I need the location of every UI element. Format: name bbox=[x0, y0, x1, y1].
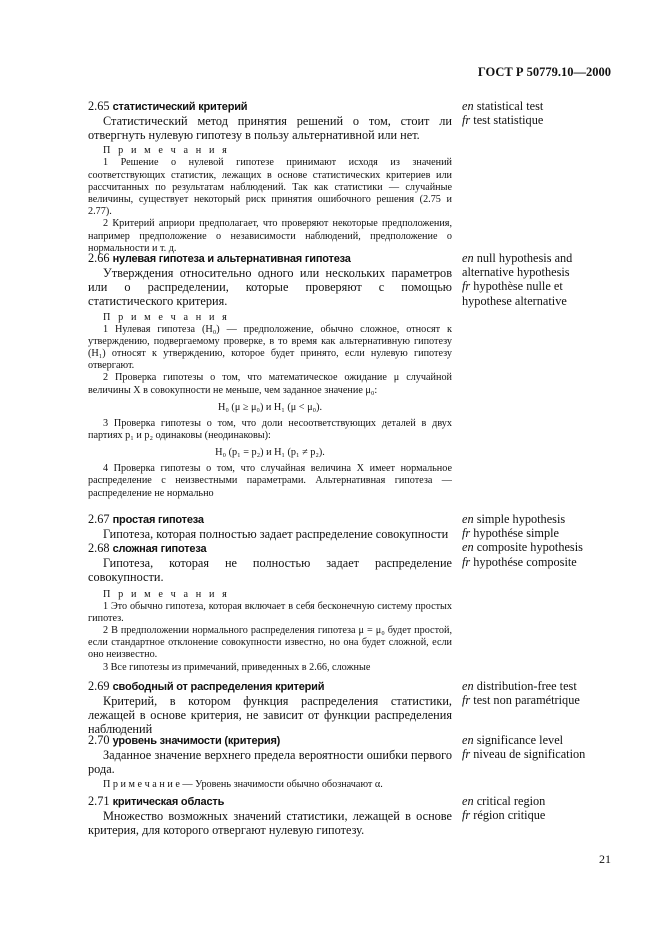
standard-header: ГОСТ Р 50779.10—2000 bbox=[477, 65, 611, 79]
translations-2-66 bbox=[462, 251, 652, 308]
term-number: 2.68 bbox=[88, 541, 110, 556]
translation-fr: fr hypothése composite bbox=[462, 554, 577, 569]
term-name: уровень значимости (критерия) bbox=[112, 735, 281, 747]
term-title bbox=[88, 512, 452, 527]
translation-fr: fr test statistique bbox=[462, 113, 544, 128]
term-definition: Гипотеза, которая полностью задает распределение совокупности bbox=[103, 527, 449, 541]
term-definition: Критерий, в котором функция распределения статистики, лежащей в основе критерия, не зависит от функции распределения наблюдений bbox=[88, 694, 452, 737]
term-number: 2.65 bbox=[88, 99, 110, 113]
term-number: 2.69 bbox=[88, 679, 110, 693]
term-definition: Заданное значение верхнего предела вероятности ошибки первого рода. bbox=[88, 748, 452, 777]
formula-1: H₀ (μ ≥ μ₀) и H₁ (μ < μ₀). bbox=[217, 401, 323, 413]
term-title bbox=[88, 733, 452, 748]
term-title bbox=[88, 679, 452, 694]
term-definition: Множество возможных значений статистики, лежащей в основе критерия, для которого отвергают нулевую гипотезу. bbox=[88, 809, 452, 838]
note-4: 4 Проверка гипотезы о том, что случайная величина X имеет нормальное распределение с неизвестными параметрами. Альтернативная гипотеза — распределение не нормально bbox=[88, 463, 452, 499]
translation-en-cont: alternative hypothesis bbox=[462, 265, 570, 280]
note-1: 1 Решение о нулевой гипотезе принимают исходя из значений соответствующих статистик, лежащих в основе статистических критериев или рассчитанных по результатам наблюдений. Так как статистики — случайные величины, существует некоторый риск принятия ошибочного решения (2.75 и 2.77). bbox=[88, 157, 452, 218]
translation-en: en critical region bbox=[462, 794, 546, 808]
page-number: 21 bbox=[599, 852, 611, 866]
term-name: нулевая гипотеза и альтернативная гипотеза bbox=[112, 253, 351, 265]
term-name: простая гипотеза bbox=[112, 514, 204, 526]
term-definition: Статистический метод принятия решений о том, стоит ли отвергнуть нулевую гипотезу в пользу альтернативной или нет. bbox=[88, 114, 452, 143]
term-number: 2.70 bbox=[88, 733, 110, 747]
term-name: сложная гипотеза bbox=[112, 543, 207, 556]
translation-en: en null hypothesis and bbox=[462, 251, 573, 265]
note-2: 2 Критерий априори предполагает, что проверяют некоторые предположения, например предположение о независимости наблюдений, предположение о нормальности и т. д. bbox=[88, 218, 452, 254]
translations-2-65 bbox=[462, 99, 652, 127]
term-title-2-68 bbox=[88, 541, 452, 556]
term-definition: Утверждения относительно одного или нескольких параметров или о распределении, которые проверяют с помощью статистического критерия. bbox=[88, 266, 452, 309]
term-2-65 bbox=[88, 99, 452, 255]
note: П р и м е ч а н и е — Уровень значимости обычно обозначают α. bbox=[103, 779, 383, 791]
translation-fr: fr hypothèse nulle et bbox=[462, 279, 563, 294]
notes-heading: П р и м е ч а н и я bbox=[103, 145, 230, 157]
translation-fr: fr hypothése simple bbox=[462, 526, 560, 541]
term-2-71 bbox=[88, 794, 452, 837]
note-2: 2 В предположении нормального распределения гипотеза μ = μ₀ будет простой, если стандартное отклонение совокупности известно, но она будет сложной, если оно неизвестно. bbox=[88, 625, 452, 661]
term-2-70 bbox=[88, 733, 452, 792]
term-title bbox=[88, 794, 452, 809]
term-2-67 bbox=[88, 512, 452, 674]
term-2-66 bbox=[88, 251, 452, 500]
translation-fr: fr test non paramétrique bbox=[462, 693, 580, 708]
term-number: 2.66 bbox=[88, 251, 110, 265]
term-definition-2-68: Гипотеза, которая не полностью задает распределение совокупности. bbox=[88, 556, 452, 585]
notes-heading: П р и м е ч а н и я bbox=[103, 588, 230, 600]
term-name: критическая область bbox=[112, 796, 225, 808]
translation-en: en statistical test bbox=[462, 99, 544, 113]
term-name: свободный от распределения критерий bbox=[112, 681, 325, 693]
note-1: 1 Нулевая гипотеза (H₀) — предположение, обычно сложное, относят к утверждению, подвергаемому проверке, в то время как альтернативную гипотезу (H₁) относят к утверждению, которое будет принято, если нулевую гипотезу отвергают. bbox=[88, 323, 452, 372]
translation-fr-cont: hypothese alternative bbox=[462, 293, 567, 308]
translation-en: en simple hypothesis bbox=[462, 512, 566, 526]
translation-en: en distribution-free test bbox=[462, 679, 577, 693]
translations-2-70 bbox=[462, 733, 652, 761]
note-1: 1 Это обычно гипотеза, которая включает в себя бесконечную систему простых гипотез. bbox=[88, 600, 452, 624]
term-number: 2.67 bbox=[88, 512, 110, 526]
term-number: 2.71 bbox=[88, 794, 110, 808]
translation-en: en significance level bbox=[462, 733, 564, 747]
note-3: 3 Все гипотезы из примечаний, приведенных в 2.66, сложные bbox=[103, 661, 371, 673]
notes-heading: П р и м е ч а н и я bbox=[103, 311, 230, 323]
term-name: статистический критерий bbox=[112, 101, 248, 113]
note-2: 2 Проверка гипотезы о том, что математическое ожидание μ случайной величины X в совокупности не меньше, чем заданное значение μ₀: bbox=[88, 372, 452, 396]
term-title bbox=[88, 251, 452, 266]
translation-fr: fr niveau de signification bbox=[462, 747, 586, 762]
term-title bbox=[88, 99, 452, 114]
term-2-69 bbox=[88, 679, 452, 737]
formula-2: H₀ (p₁ = p₂) и H₁ (p₁ ≠ p₂). bbox=[215, 447, 325, 459]
translation-fr: fr région critique bbox=[462, 808, 546, 823]
translations-2-71 bbox=[462, 794, 652, 822]
translation-en: en composite hypothesis bbox=[462, 540, 583, 555]
note-3: 3 Проверка гипотезы о том, что доли несоответствующих деталей в двух партиях p₁ и p₂ одинаковы (неодинаковы): bbox=[88, 417, 452, 442]
translations-2-69 bbox=[462, 679, 652, 707]
translations-2-67-2-68 bbox=[462, 512, 652, 569]
